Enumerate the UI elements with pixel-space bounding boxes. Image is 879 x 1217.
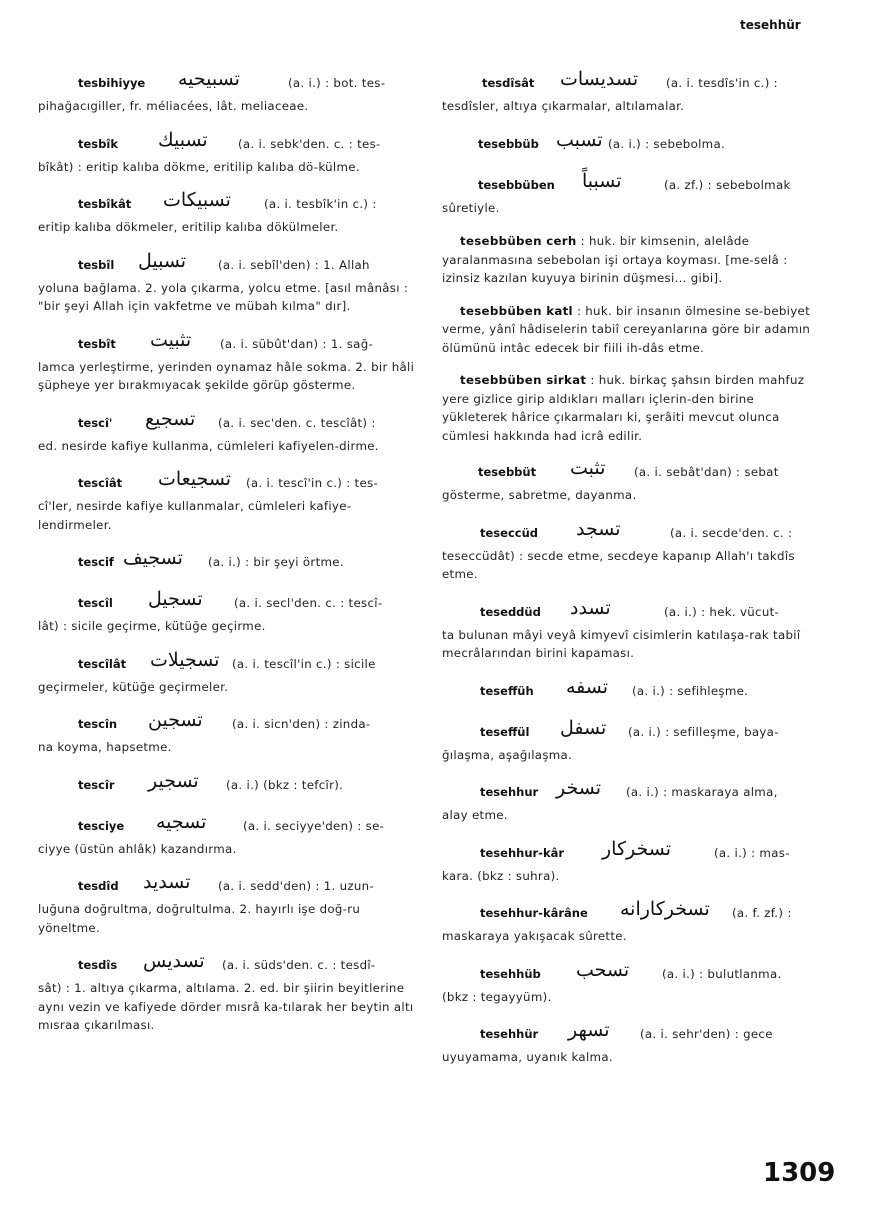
entry-tesehhür [442, 1021, 820, 1067]
entry-definition: gösterme, sabretme, dayanma. [442, 488, 637, 502]
entry-definition-start: (a. i. süds'den. c. : tesdî- [222, 958, 376, 972]
entry-tesebbub [442, 128, 820, 157]
arabic-form: تسجيع [145, 407, 196, 430]
headword: tesciye [78, 818, 125, 833]
headword: tesehhur-kâr [480, 845, 565, 860]
headword: tescîlât [78, 656, 127, 671]
arabic-form: تسخر [556, 777, 601, 799]
arabic-form: تسجيلات [150, 648, 220, 671]
arabic-form: تسحب [576, 958, 630, 981]
entry-tescin [38, 711, 416, 757]
entry-definition: lamca yerleştirme, yerinden oynamaz hâle sokma. 2. bir hâli şüpheye yer bırakmıyacak şekilde görüp gösterme. [38, 359, 415, 392]
headword: tescif [78, 555, 114, 569]
entry-tesbil [38, 249, 416, 316]
headword: tesdîsât [482, 76, 535, 90]
entry-definition: ta bulunan mâyi veyâ kimyevî cisimlerin katılaşa-rak tabiî mecrâlarından birini kapaması. [442, 627, 801, 660]
arabic-form: تسجيه [156, 810, 207, 833]
entry-tesbihiyye [38, 70, 416, 116]
entry-definition: (bkz : tegayyüm). [442, 989, 552, 1004]
entry-tesehhur-kar [442, 837, 820, 886]
entry-definition: yoluna bağlama. 2. yola çıkarma, yolcu etme. [asıl mânâsı : "bir şeyi Allah için vakfetme ve mübah kılma" dır]. [38, 280, 409, 313]
headword: tesehhur [480, 785, 539, 799]
entry-definition: ed. nesirde kafiye kullanma, cümleleri kafiyelen-dirme. [38, 438, 379, 453]
entry-definition: tesdîsler, altıya çıkarmalar, altılamalar. [442, 99, 685, 113]
right-column [442, 70, 820, 1082]
headword: tesbîl [78, 257, 115, 272]
entry-definition: cî'ler, nesirde kafiye kullanmalar, cümleleri kafiye-lendirmeler. [38, 499, 352, 532]
entry-definition-start: (a. f. zf.) : [732, 906, 792, 920]
entry-definition-start: (a. i.) : sefilleşme, baya- [628, 724, 779, 739]
entry-definition-start: (a. i.) : mas- [714, 845, 790, 860]
headword: tesehhüb [480, 966, 541, 981]
entry-definition-start: (a. i.) (bkz : tefcîr). [226, 777, 344, 792]
subentry-headword: tesebbüben cerh [460, 234, 577, 248]
entry-definition-start: (a. i. tescîl'in c.) : sicile [232, 656, 376, 671]
entry-tesciat [38, 470, 416, 534]
subentry-tesebbuben-katl [442, 302, 820, 358]
arabic-form: تسبيك [158, 128, 208, 151]
entry-definition-start: (a. i.) : bulutlanma. [662, 966, 782, 981]
arabic-form: تسبيكات [163, 189, 231, 211]
headword: teseffül [480, 724, 530, 739]
subentry-definition: : huk. bir kimsenin, alelâde yaralanmasına sebebolan işi ortaya koyması. [me-selâ : izinsiz kazılan kuyuya birinin düşmesi... gibi]. [442, 234, 788, 285]
headword: tescîr [78, 777, 115, 792]
headword: tesdîs [78, 958, 118, 972]
entry-definition: luğuna doğrultma, doğrultulma. 2. hayırlı işe doğ-ru yöneltme. [38, 902, 361, 935]
entry-definition: sât) : 1. altıya çıkarma, altılama. 2. ed. bir şiirin beyitlerine aynı vezin ve kafiyede dörder mısrâ ka-tılarak her beytin altı mısraa çıkarılması. [38, 981, 414, 1032]
entry-tescil [38, 590, 416, 636]
entry-definition: teseccüdât) : secde etme, secdeye kapanıp Allah'ı takdîs etme. [442, 548, 795, 581]
entry-definition: maskaraya yakışacak sûrette. [442, 929, 627, 943]
entry-teseffül [442, 716, 820, 765]
arabic-form: تسفل [560, 716, 607, 739]
entry-tesdisat [442, 70, 820, 116]
entry-definition-start: (a. i.) : maskaraya alma, [626, 785, 778, 799]
headword: tesehhur-kârâne [480, 906, 588, 920]
arabic-form: تسديس [143, 950, 205, 972]
entry-definition-start: (a. i. sebk'den. c. : tes- [238, 136, 381, 151]
left-column [38, 70, 416, 1050]
entry-tesdis [38, 952, 416, 1035]
entry-teseffuh [442, 675, 820, 704]
entry-definition-start: (a. i.) : sefihleşme. [632, 683, 749, 698]
arabic-form: تسجير [148, 769, 199, 792]
entry-definition: geçirmeler, kütüğe geçirmeler. [38, 679, 229, 694]
headword: tescî' [78, 415, 113, 430]
headword: tesebbüben [478, 177, 555, 192]
arabic-form: تسبباً [582, 169, 622, 192]
page-guide-word: tesehhür [740, 18, 801, 32]
arabic-form: تسبيحيه [178, 68, 240, 90]
entry-tesbik [38, 128, 416, 177]
entry-definition: uyuyamama, uyanık kalma. [442, 1050, 613, 1064]
entry-tesehhub [442, 958, 820, 1007]
arabic-form: تسجيف [123, 547, 183, 569]
entry-tesbit [38, 328, 416, 395]
entry-definition: kara. (bkz : suhra). [442, 868, 560, 883]
entry-teseccud [442, 517, 820, 584]
entry-tescir [38, 769, 416, 798]
entry-tesbikat [38, 191, 416, 237]
entry-definition: ciyye (üstün ahlâk) kazandırma. [38, 841, 237, 856]
headword: tesebbüt [478, 465, 537, 479]
entry-definition-start: (a. i. sicn'den) : zinda- [232, 717, 371, 731]
entry-tesciye [38, 810, 416, 859]
headword: tesebbüb [478, 136, 539, 151]
arabic-form: تسبب [556, 128, 603, 151]
headword: tescîl [78, 596, 113, 610]
arabic-form: تسديسات [560, 68, 639, 90]
entry-definition-start: (a. i.) : sebebolma. [608, 136, 726, 151]
headword: tesehhür [480, 1027, 539, 1041]
headword: tescîn [78, 717, 118, 731]
headword: tesbihiyye [78, 76, 146, 90]
arabic-form: تثبيت [150, 328, 192, 351]
entry-definition-start: (a. i. secl'den. c. : tescî- [234, 596, 383, 610]
entry-definition: sûretiyle. [442, 200, 500, 215]
entry-definition-start: (a. i. sebîl'den) : 1. Allah [218, 257, 370, 272]
entry-definition-start: (a. i.) : bot. tes- [288, 76, 386, 90]
entry-tesehhur [442, 779, 820, 825]
arabic-form: تسخركار [602, 837, 671, 860]
entry-definition-start: (a. i.) : hek. vücut- [664, 604, 780, 619]
entry-tesdid [38, 873, 416, 937]
entry-definition-start: (a. i. sübût'dan) : 1. sağ- [220, 336, 374, 351]
entry-tesehhur-karane [442, 900, 820, 946]
entry-tescilat [38, 648, 416, 697]
entry-definition-start: (a. i. tescî'in c.) : tes- [246, 476, 379, 490]
subentry-definition: : huk. birkaç şahsın birden mahfuz yere gizlice girip aldıkları malları içlerin-den birine yükleterek hârice çıkarmaları ki, şerâiti mevcut olunca cümlesi hakkında had icrâ edilir. [442, 373, 805, 443]
arabic-form: تسهر [568, 1019, 610, 1041]
arabic-form: تسخركارانه [620, 898, 710, 920]
headword: tesdîd [78, 879, 119, 893]
subentry-tesebbuben-cerh [442, 232, 820, 288]
entry-tesci [38, 407, 416, 456]
entry-definition-start: (a. i. secde'den. c. : [670, 525, 793, 540]
arabic-form: تسجيعات [158, 468, 232, 490]
headword: teseddüd [480, 604, 541, 619]
headword: tescîât [78, 476, 123, 490]
entry-definition-start: (a. i. sedd'den) : 1. uzun- [218, 879, 375, 893]
entry-definition-start: (a. i. sebât'dan) : sebat [634, 465, 779, 479]
arabic-form: تسجيل [148, 588, 203, 610]
arabic-form: تسجد [576, 517, 621, 540]
entry-definition-start: (a. i. sec'den. c. tescîât) : [218, 415, 376, 430]
subentry-tesebbuben-sirkat [442, 371, 820, 445]
headword: tesbît [78, 336, 116, 351]
arabic-form: تسبيل [138, 249, 187, 272]
headword: tesbîk [78, 136, 118, 151]
entry-tesebbuben [442, 169, 820, 218]
entry-tescif [38, 549, 416, 575]
entry-definition: bîkât) : eritip kalıba dökme, eritilip kalıba dö-külme. [38, 159, 360, 174]
arabic-form: تسدد [570, 596, 611, 619]
entry-definition: na koyma, hapsetme. [38, 740, 172, 754]
headword: teseffüh [480, 683, 534, 698]
entry-definition-start: (a. i. seciyye'den) : se- [243, 818, 385, 833]
entry-definition-start: (a. i. tesbîk'in c.) : [264, 197, 377, 211]
entry-definition-start: (a. i.) : bir şeyi örtme. [208, 555, 344, 569]
arabic-form: تسديد [143, 871, 191, 893]
entry-definition: ğılaşma, aşağılaşma. [442, 747, 573, 762]
entry-definition: lât) : sicile geçirme, kütüğe geçirme. [38, 619, 266, 633]
entry-definition-start: (a. i. sehr'den) : gece [640, 1027, 773, 1041]
entry-tesebbut [442, 459, 820, 505]
entry-definition-start: (a. i. tesdîs'in c.) : [666, 76, 778, 90]
arabic-form: تسجين [148, 709, 203, 731]
subentry-headword: tesebbüben sirkat [460, 373, 587, 387]
headword: tesbîkât [78, 197, 132, 211]
arabic-form: تسفه [566, 675, 609, 698]
page-number: 1309 [763, 1158, 836, 1188]
entry-definition: alay etme. [442, 808, 508, 822]
arabic-form: تثبت [570, 457, 606, 479]
entry-teseddud [442, 596, 820, 663]
entry-definition: eritip kalıba dökmeler, eritilip kalıba dökülmeler. [38, 220, 339, 234]
entry-definition: pihağacıgiller, fr. méliacées, lât. meliaceae. [38, 99, 309, 113]
subentry-definition: : huk. bir insanın ölmesine se-bebiyet verme, yânî hâdiselerin tabiî cereyanlarına göre bir adamın ölümünü intâc edecek bir fiili ih-dâs etme. [442, 303, 811, 355]
entry-definition-start: (a. zf.) : sebebolmak [664, 177, 791, 192]
headword: teseccüd [480, 525, 538, 540]
subentry-headword: tesebbüben katl [460, 303, 573, 318]
